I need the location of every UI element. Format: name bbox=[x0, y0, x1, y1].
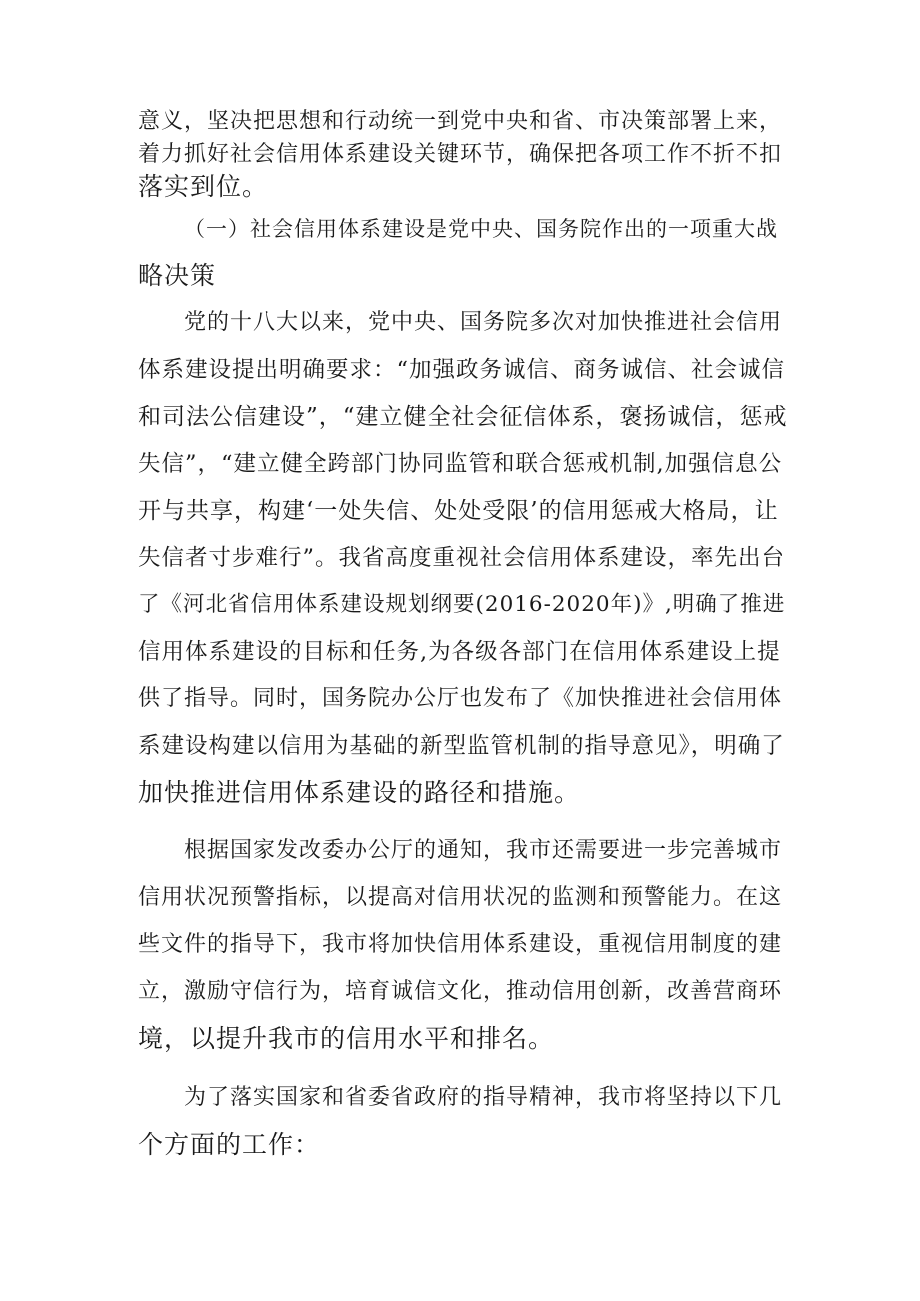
intro-line-2: 着力抓好社会信用体系建设关键环节，确保把各项工作不折不扣 bbox=[138, 142, 783, 167]
section-heading-line-2: 略决策 bbox=[138, 261, 217, 290]
paragraph-1-line-3: 和司法公信建设”，“建立健全社会征信体系，褒扬诚信，惩戒 bbox=[138, 404, 788, 430]
paragraph-1-line-4: 失信”，“建立健全跨部门协同监管和联合惩戒机制,加强信息公 bbox=[138, 451, 783, 477]
paragraph-2-line-1: 根据国家发改委办公厅的通知，我市还需要进一步完善城市 bbox=[184, 838, 783, 863]
paragraph-1-line-11: 加快推进信用体系建设的路径和措施。 bbox=[138, 778, 581, 807]
section-heading-line-1: （一）社会信用体系建设是党中央、国务院作出的一项重大战 bbox=[184, 217, 778, 241]
paragraph-1-line-7: 了《河北省信用体系建设规划纲要(2016-2020年)》,明确了推进 bbox=[138, 592, 786, 617]
paragraph-1-line-5: 开与共享，构建‘一处失信、处处受限’的信用惩戒大格局，让 bbox=[138, 498, 779, 524]
intro-line-3: 落实到位。 bbox=[138, 172, 269, 201]
paragraph-2-line-2: 信用状况预警指标，以提高对信用状况的监测和预警能力。在这 bbox=[138, 885, 783, 910]
paragraph-1-line-2: 体系建设提出明确要求：“加强政务诚信、商务诚信、社会诚信 bbox=[138, 357, 786, 383]
paragraph-1-line-9: 供了指导。同时，国务院办公厅也发布了《加快推进社会信用体 bbox=[138, 686, 783, 711]
paragraph-2-line-4: 立，激励守信行为，培育诚信文化，推动信用创新，改善营商环 bbox=[138, 979, 783, 1004]
paragraph-1-line-10: 系建设构建以信用为基础的新型监管机制的指导意见》，明确了 bbox=[138, 733, 785, 759]
paragraph-1-line-8: 信用体系建设的目标和任务,为各级各部门在信用体系建设上提 bbox=[138, 639, 781, 665]
paragraph-2-line-5: 境，以提升我市的信用水平和排名。 bbox=[138, 1024, 555, 1053]
paragraph-1-line-6: 失信者寸步难行”。我省高度重视社会信用体系建设，率先出台 bbox=[138, 545, 786, 571]
paragraph-1-line-1: 党的十八大以来，党中央、国务院多次对加快推进社会信用 bbox=[184, 310, 783, 335]
paragraph-2-line-3: 些文件的指导下，我市将加快信用体系建设，重视信用制度的建 bbox=[138, 932, 783, 957]
intro-line-1: 意义，坚决把思想和行动统一到党中央和省、市决策部署上来， bbox=[138, 109, 783, 134]
paragraph-3-line-2: 个方面的工作： bbox=[138, 1130, 321, 1159]
paragraph-3-line-1: 为了落实国家和省委省政府的指导精神，我市将坚持以下几 bbox=[184, 1085, 783, 1110]
